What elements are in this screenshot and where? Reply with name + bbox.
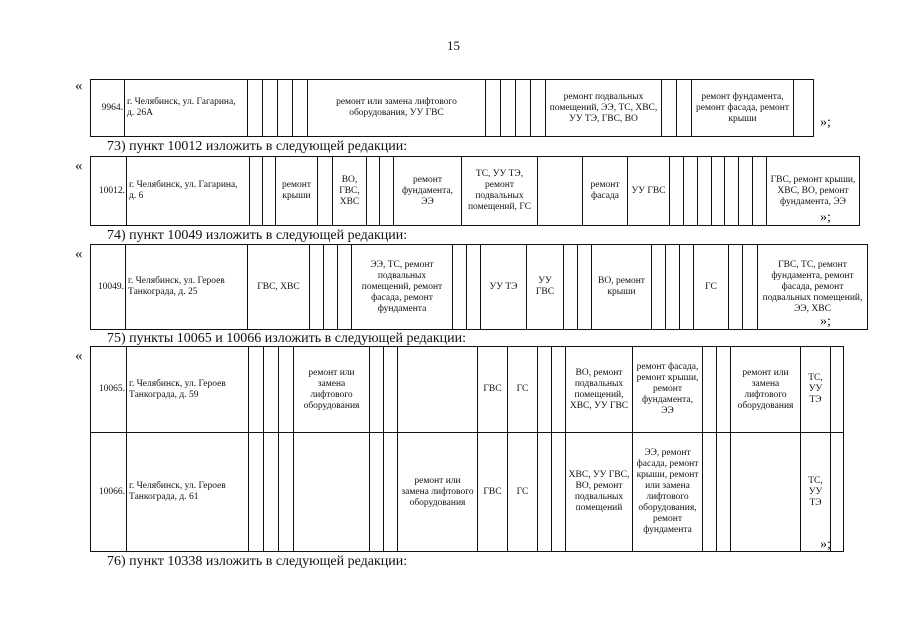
work-cell: ремонт фундамента, ЭЭ [394,157,462,226]
table-row-10066 [91,433,844,552]
work-cell: ремонт фасада [583,157,628,226]
section-heading: 73) пункт 10012 изложить в следующей редакции: [107,139,408,154]
work-cell: ремонт подвальных помещений, ЭЭ, ТС, ХВС, УУ ТЭ, ГВС, ВО [546,80,662,137]
work-cell: ГВС, ХВС [248,245,310,330]
section-heading: 76) пункт 10338 изложить в следующей редакции: [107,554,408,569]
work-cell: ГС [508,433,538,552]
page-number: 15 [447,38,460,53]
section-heading: 74) пункт 10049 изложить в следующей редакции: [107,228,408,243]
work-cell: ремонт фундамента, ремонт фасада, ремонт крыши [692,80,794,137]
open-quote: « [75,348,83,364]
work-cell: ГС [508,347,538,433]
table-row-10012 [90,156,860,226]
work-cell: ВО, ремонт подвальных помещений, ХВС, УУ ГВС [566,347,633,433]
close-quote: »; [820,115,831,130]
work-cell: ГВС [478,433,508,552]
work-cell: ГВС [478,347,508,433]
address-cell: г. Челябинск, ул. Гагарина, д. 6 [127,157,250,226]
item-number: 10012. [91,157,127,226]
close-quote: »; [820,314,831,329]
close-quote: »; [820,537,831,552]
work-cell: ТС, УУ ТЭ [801,433,831,552]
table-row-9964 [90,79,814,137]
work-cell: ремонт фасада, ремонт крыши, ремонт фундамента, ЭЭ [633,347,703,433]
work-cell: ВО, ремонт крыши [592,245,652,330]
work-cell: УУ ТЭ [481,245,527,330]
work-cell: УУ ГВС [527,245,564,330]
section-heading: 75) пункты 10065 и 10066 изложить в следующей редакции: [107,331,467,346]
close-quote: »; [820,210,831,225]
work-cell: ремонт или замена лифтового оборудования [731,347,801,433]
work-cell: ремонт или замена лифтового оборудования [398,433,478,552]
table-row-10049 [90,244,868,330]
work-cell: ЭЭ, ТС, ремонт подвальных помещений, ремонт фасада, ремонт фундамента [352,245,453,330]
open-quote: « [75,246,83,262]
address-cell: г. Челябинск, ул. Героев Танкограда, д. 61 [127,433,249,552]
work-cell: ХВС, УУ ГВС, ВО, ремонт подвальных помещений [566,433,633,552]
open-quote: « [75,158,83,174]
work-cell: ТС, УУ ТЭ, ремонт подвальных помещений, ГС [462,157,538,226]
work-cell: ремонт крыши [276,157,318,226]
item-number: 9964. [91,80,125,137]
work-cell: ТС, УУ ТЭ [801,347,831,433]
table-rows-10065-10066 [90,346,844,552]
open-quote: « [75,78,83,94]
work-cell: ВО, ГВС, ХВС [333,157,367,226]
work-cell: ГВС, ремонт крыши, ХВС, ВО, ремонт фундамента, ЭЭ [767,157,860,226]
work-cell: ГВС, ТС, ремонт фундамента, ремонт фасада, ремонт подвальных помещений, ЭЭ, ХВС [758,245,868,330]
item-number: 10049. [91,245,126,330]
work-cell: УУ ГВС [628,157,670,226]
item-number: 10065. [91,347,127,433]
address-cell: г. Челябинск, ул. Героев Танкограда, д. 59 [127,347,249,433]
work-cell: ремонт или замена лифтового оборудования, УУ ГВС [308,80,486,137]
work-cell: ремонт или замена лифтового оборудования [294,347,370,433]
address-cell: г. Челябинск, ул. Героев Танкограда, д. 25 [126,245,248,330]
address-cell: г. Челябинск, ул. Гагарина, д. 26А [125,80,248,137]
item-number: 10066. [91,433,127,552]
work-cell: ЭЭ, ремонт фасада, ремонт крыши, ремонт или замена лифтового оборудования, ремонт фундамента [633,433,703,552]
table-row-10065 [91,347,844,433]
work-cell: ГС [694,245,729,330]
